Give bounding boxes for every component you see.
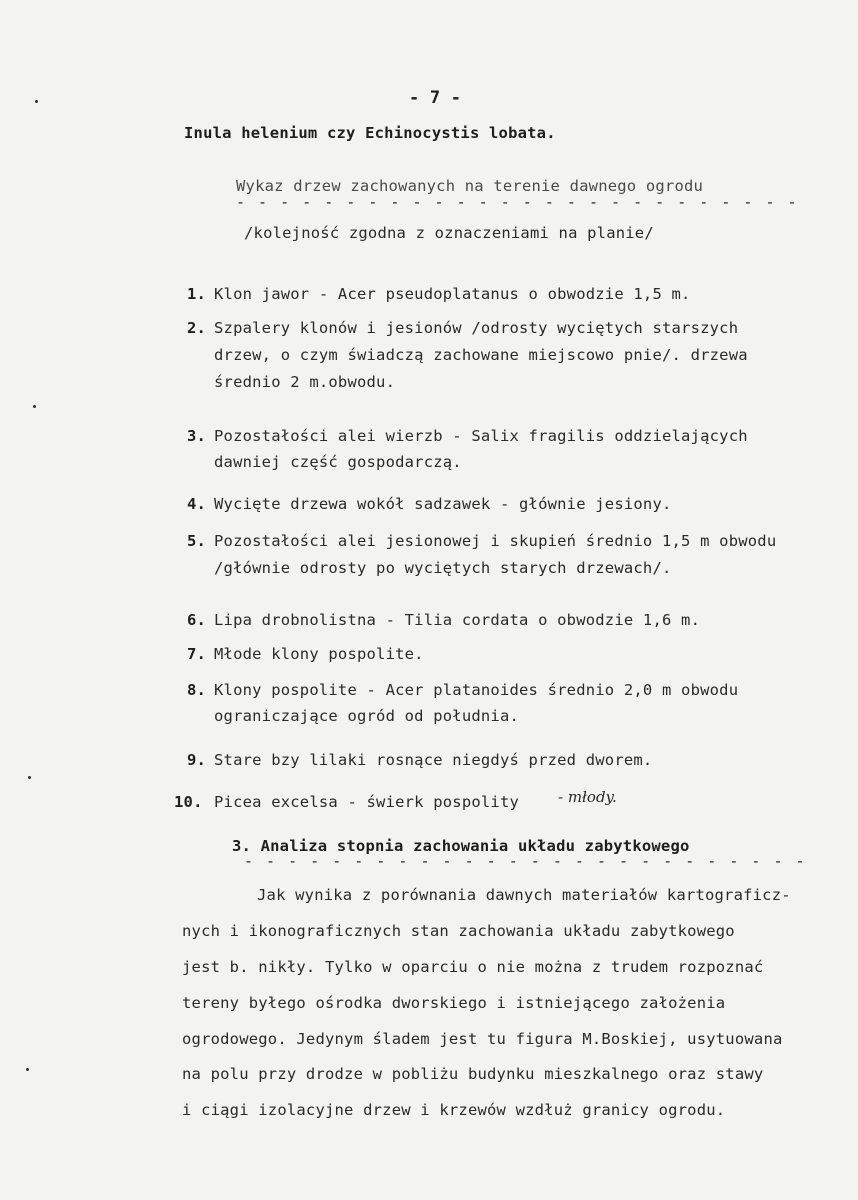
- list-item-number: 5.: [187, 532, 207, 550]
- section-heading: 3. Analiza stopnia zachowania układu zabytkowego: [232, 837, 690, 855]
- list-item-number: 9.: [187, 751, 207, 769]
- list-item-text: /głównie odrosty po wyciętych starych drzewach/.: [214, 559, 672, 577]
- list-item-number: 7.: [187, 645, 207, 663]
- list-item-text: średnio 2 m.obwodu.: [214, 373, 396, 391]
- list-item-text: Szpalery klonów i jesionów /odrosty wyciętych starszych: [214, 319, 739, 337]
- list-item-text: drzew, o czym świadczą zachowane miejscowo pnie/. drzewa: [214, 346, 748, 364]
- list-item-text: Klony pospolite - Acer platanoides średnio 2,0 m obwodu: [214, 681, 739, 699]
- list-item-number: 4.: [187, 495, 207, 513]
- continuation-line: Inula helenium czy Echinocystis lobata.: [184, 124, 556, 142]
- list-item-text: Pozostałości alei wierzb - Salix fragilis oddzielających: [214, 427, 748, 445]
- page-number: - 7 -: [409, 88, 462, 108]
- list-item-number: 8.: [187, 681, 207, 699]
- paragraph-line: Jak wynika z porównania dawnych materiałów kartograficz-: [257, 886, 791, 904]
- list-subtitle: /kolejność zgodna z oznaczeniami na planie/: [244, 224, 654, 242]
- list-item-text: Klon jawor - Acer pseudoplatanus o obwodzie 1,5 m.: [214, 285, 691, 303]
- paragraph-line: nych i ikonograficznych stan zachowania układu zabytkowego: [182, 922, 735, 940]
- list-title: Wykaz drzew zachowanych na terenie dawnego ogrodu: [236, 177, 704, 195]
- list-item-text: dawniej część gospodarczą.: [214, 453, 462, 471]
- paragraph-line: i ciągi izolacyjne drzew i krzewów wzdłuż granicy ogrodu.: [182, 1101, 726, 1119]
- list-item-number: 2.: [187, 319, 207, 337]
- list-item-text: ograniczające ogród od południa.: [214, 707, 520, 725]
- handwritten-note: - młody.: [558, 788, 617, 806]
- paragraph-line: jest b. nikły. Tylko w oparciu o nie można z trudem rozpoznać: [182, 958, 764, 976]
- list-item-number: 6.: [187, 611, 207, 629]
- title-underline: - - - - - - - - - - - - - - - - - - - - - - - - - -: [236, 193, 799, 211]
- paragraph-line: tereny byłego ośrodka dworskiego i istniejącego założenia: [182, 994, 726, 1012]
- list-item-number: 1.: [187, 285, 207, 303]
- paragraph-line: na polu przy drodze w pobliżu budynku mieszkalnego oraz stawy: [182, 1065, 764, 1083]
- list-item-text: Młode klony pospolite.: [214, 645, 424, 663]
- margin-mark: [28, 776, 31, 779]
- margin-mark: [26, 1068, 29, 1071]
- list-item-text: Pozostałości alei jesionowej i skupień średnio 1,5 m obwodu: [214, 532, 777, 550]
- list-item-text: Wycięte drzewa wokół sadzawek - głównie jesiony.: [214, 495, 672, 513]
- list-item-number: 10.: [174, 793, 203, 811]
- paragraph-line: ogrodowego. Jedynym śladem jest tu figura M.Boskiej, usytuowana: [182, 1030, 783, 1048]
- list-item-text: Picea excelsa - świerk pospolity: [214, 793, 520, 811]
- list-item-number: 3.: [187, 427, 207, 445]
- section-underline: - - - - - - - - - - - - - - - - - - - - - - - - - -: [244, 852, 807, 870]
- margin-mark: [35, 100, 38, 103]
- list-item-text: Stare bzy lilaki rosnące niegdyś przed dworem.: [214, 751, 653, 769]
- margin-mark: [33, 405, 36, 408]
- list-item-text: Lipa drobnolistna - Tilia cordata o obwodzie 1,6 m.: [214, 611, 701, 629]
